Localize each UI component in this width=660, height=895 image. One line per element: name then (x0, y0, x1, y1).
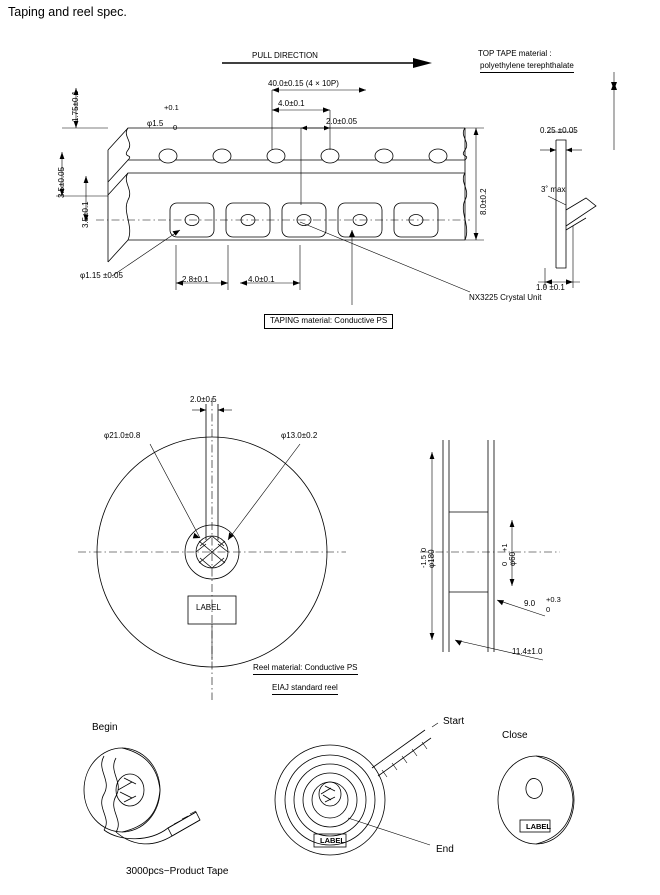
dim-side-hub-tol-top: +1 (500, 543, 509, 552)
start-spiral-reel (275, 723, 438, 855)
close-label: Close (502, 730, 528, 741)
dim-side-114: 11.4±1.0 (512, 647, 543, 656)
dim-side-hub: φ60 (508, 551, 517, 566)
taping-material-label: TAPING material: Conductive PS (264, 314, 393, 329)
end-label: End (436, 844, 454, 855)
dim-pitch-total: 40.0±0.15 (4 × 10P) (268, 79, 339, 88)
dim-edge-35-01: 3.5±0.1 (81, 201, 90, 228)
dim-reel-outer: φ21.0±0.8 (104, 431, 141, 440)
dim-hole-tol-plus: +0.1 (164, 103, 179, 112)
dim-side-outer: φ180 (427, 549, 436, 568)
dim-pitch-2: 2.0±0.05 (326, 117, 358, 126)
spiral-reel-label: LABEL (320, 836, 345, 845)
dim-pocket-40: 4.0±0.1 (248, 275, 275, 284)
pull-direction-label: PULL DIRECTION (252, 51, 318, 60)
dim-thickness-025: 0.25 ±0.05 (540, 126, 578, 135)
start-label: Start (443, 716, 465, 727)
dim-side-outer-tol-top: 0 (419, 547, 428, 552)
dim-side-outer-tol-bot: -1.5 (419, 555, 428, 568)
dim-depth-10: 1.0 ±0.1 (536, 283, 565, 292)
top-tape-material-line1: TOP TAPE material : (478, 49, 552, 58)
dim-width-80: 8.0±0.2 (479, 188, 488, 215)
page-title: Taping and reel spec. (8, 5, 127, 19)
crystal-unit-label: NX3225 Crystal Unit (469, 293, 542, 302)
dim-pitch-4: 4.0±0.1 (278, 99, 305, 108)
dim-hole-tol-minus: 0 (173, 123, 178, 132)
dim-side-hub-tol-bot: 0 (500, 561, 509, 566)
begin-label: Begin (92, 722, 118, 733)
reel-label: LABEL (196, 603, 221, 612)
dim-edge-175: 1.75±0.1 (71, 90, 80, 122)
close-reel-label: LABEL (526, 822, 551, 831)
reel-material-label: Reel material: Conductive PS (253, 664, 358, 675)
dim-pocket-28: 2.8±0.1 (182, 275, 209, 284)
product-tape-label: 3000pcs−Product Tape (126, 866, 229, 877)
dim-angle-3max: 3˚ max (541, 185, 566, 194)
begin-reel (84, 748, 200, 844)
dim-side-90: 9.0 (524, 599, 536, 608)
dim-pocket-dia: φ1.15 ±0.05 (80, 271, 123, 280)
dim-reel-inner: φ13.0±0.2 (281, 431, 318, 440)
eiaj-standard-label: EIAJ standard reel (272, 684, 338, 695)
dim-hole-dia: φ1.5 (147, 119, 164, 128)
dim-edge-35-005: 3.5±0.05 (57, 166, 66, 198)
dim-side-90-tol-bot: 0 (546, 605, 551, 614)
top-tape-material-line2: polyethylene terephthalate (480, 62, 574, 73)
dim-side-90-tol-top: +0.3 (546, 595, 561, 604)
dim-slot-width: 2.0±0.5 (190, 395, 217, 404)
